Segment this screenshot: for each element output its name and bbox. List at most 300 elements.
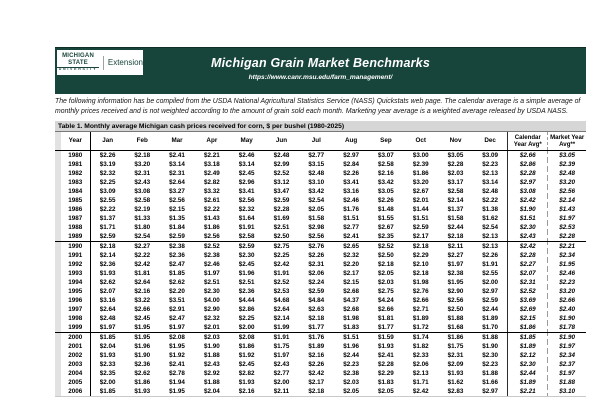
price-cell: $2.04	[194, 387, 229, 397]
price-cell: $1.89	[473, 314, 508, 323]
market-avg-cell: $2.23	[559, 279, 576, 286]
calendar-avg-cell: $2.66	[508, 151, 548, 161]
price-cell: $2.05	[378, 270, 394, 277]
price-cell: $2.68	[343, 306, 359, 313]
price-cell: $2.46	[343, 197, 359, 204]
market-avg-cell: $2.56	[559, 188, 576, 195]
market-avg-cell: $2.53	[559, 224, 576, 231]
price-cell: $3.41	[343, 179, 359, 186]
price-cell: $2.33	[412, 352, 429, 359]
price-cell: $2.54	[473, 223, 508, 232]
table-row	[55, 378, 586, 387]
price-cell: $1.93	[238, 379, 255, 386]
table-row	[55, 205, 586, 214]
price-cell: $1.51	[343, 215, 359, 222]
calendar-avg-cell: $2.30	[508, 223, 548, 232]
price-cell: $1.62	[447, 379, 464, 386]
price-cell: $2.18	[308, 315, 325, 322]
year-cell: 2003	[61, 360, 90, 369]
price-cell: $3.19	[99, 161, 116, 168]
price-cell: $1.91	[273, 270, 290, 277]
table-row	[55, 323, 586, 333]
price-cell: $2.05	[308, 206, 325, 213]
column-header: Sep	[369, 132, 404, 151]
price-cell: $2.86	[238, 306, 255, 313]
calendar-avg-cell: $2.52	[508, 287, 548, 296]
price-cell: $2.06	[308, 270, 325, 277]
price-cell: $2.43	[203, 361, 220, 368]
table-row	[55, 333, 586, 343]
market-avg-cell: $2.39	[559, 161, 576, 168]
price-cell: $2.29	[412, 252, 429, 259]
price-cell: $2.17	[343, 270, 359, 277]
calendar-avg-cell: $3.69	[508, 296, 548, 305]
calendar-avg-cell: $2.07	[508, 269, 548, 278]
price-cell: $2.48	[273, 152, 290, 159]
price-cell: $3.18	[203, 161, 220, 168]
price-cell: $3.51	[169, 297, 185, 304]
price-cell: $2.77	[343, 224, 359, 231]
price-cell: $2.36	[238, 288, 255, 295]
price-cell: $2.50	[447, 306, 464, 313]
price-cell: $2.27	[134, 243, 151, 250]
price-cell: $1.91	[238, 224, 255, 231]
table-row	[55, 387, 586, 397]
price-cell: $2.76	[412, 288, 429, 295]
calendar-avg-cell: $1.89	[508, 342, 548, 351]
price-cell: $2.47	[169, 315, 185, 322]
table-title: Table 1. Monthly average Michigan cash prices received for corn, $ per bushel (1980-2025)	[55, 121, 586, 132]
price-cell: $2.35	[369, 232, 404, 242]
calendar-avg-cell: $2.28	[508, 251, 548, 260]
price-cell: $2.56	[169, 197, 185, 204]
year-cell: 1991	[61, 251, 90, 260]
price-cell: $3.05	[447, 152, 464, 159]
price-cell: $3.32	[203, 188, 220, 195]
table-row	[55, 242, 586, 252]
price-cell: $2.11	[264, 387, 299, 397]
price-cell: $2.64	[134, 279, 151, 286]
corn-price-table	[55, 121, 586, 397]
price-cell: $2.62	[99, 279, 116, 286]
price-cell: $2.01	[194, 323, 229, 333]
price-cell: $2.58	[134, 197, 151, 204]
price-cell: $2.44	[447, 224, 464, 231]
price-cell: $1.96	[238, 270, 255, 277]
table-row	[55, 296, 586, 305]
price-cell: $1.77	[369, 323, 404, 333]
price-cell: $1.86	[134, 379, 151, 386]
price-cell: $1.55	[378, 215, 394, 222]
table-row	[55, 214, 586, 223]
price-cell: $1.69	[273, 215, 290, 222]
price-cell: $2.20	[169, 288, 185, 295]
price-cell: $2.90	[203, 306, 220, 313]
price-cell: $2.96	[238, 179, 255, 186]
price-cell: $3.16	[343, 188, 359, 195]
year-cell: 2004	[61, 369, 90, 378]
price-cell: $2.71	[412, 306, 429, 313]
price-cell: $2.32	[99, 170, 116, 177]
price-cell: $2.19	[134, 206, 151, 213]
price-cell: $2.62	[134, 370, 151, 377]
table-row	[55, 232, 586, 242]
price-cell: $1.51	[343, 334, 359, 341]
price-cell: $1.93	[99, 270, 116, 277]
market-avg-cell: $1.43	[559, 206, 576, 213]
price-cell: $1.81	[134, 270, 151, 277]
price-cell: $1.72	[403, 323, 438, 333]
price-cell: $1.75	[447, 343, 464, 350]
price-cell: $2.07	[99, 288, 116, 295]
price-cell: $2.41	[169, 361, 185, 368]
price-cell: $2.28	[378, 361, 394, 368]
market-avg-cell: $2.34	[559, 352, 576, 359]
price-cell: $2.22	[473, 196, 508, 205]
price-cell: $2.08	[238, 334, 255, 341]
price-cell: $2.51	[273, 224, 290, 231]
price-cell: $2.14	[447, 197, 464, 204]
price-cell: $2.63	[308, 306, 325, 313]
price-cell: $2.83	[438, 387, 473, 397]
calendar-avg-cell: $2.15	[508, 314, 548, 323]
price-cell: $2.43	[273, 361, 290, 368]
price-cell: $2.78	[169, 370, 185, 377]
price-cell: $1.96	[134, 343, 151, 350]
price-cell: $2.38	[169, 243, 185, 250]
price-cell: $2.59	[160, 232, 195, 242]
price-cell: $2.14	[273, 315, 290, 322]
price-cell: $2.90	[447, 288, 464, 295]
price-cell: $2.52	[378, 243, 394, 250]
price-cell: $2.59	[238, 243, 255, 250]
price-cell: $2.41	[378, 352, 394, 359]
price-cell: $2.42	[134, 261, 151, 268]
price-cell: $1.89	[412, 315, 429, 322]
market-avg-cell: $1.88	[559, 379, 576, 386]
logo-extension-label: Extension	[107, 58, 143, 67]
table-row	[55, 278, 586, 287]
column-header: Oct	[403, 132, 438, 151]
price-cell: $2.97	[473, 287, 508, 296]
price-cell: $3.20	[134, 161, 151, 168]
price-cell: $2.26	[308, 252, 325, 259]
price-cell: $1.88	[473, 369, 508, 378]
column-header: Nov	[438, 132, 473, 151]
price-cell: $1.86	[412, 170, 429, 177]
price-cell: $2.59	[308, 288, 325, 295]
price-cell: $2.31	[169, 170, 185, 177]
table-row	[55, 151, 586, 161]
price-cell: $2.64	[169, 179, 185, 186]
calendar-avg-cell: $2.42	[508, 242, 548, 252]
price-cell: $2.38	[447, 270, 464, 277]
price-cell: $1.82	[412, 343, 429, 350]
calendar-avg-cell: $2.21	[508, 387, 548, 397]
price-cell: $2.03	[378, 279, 394, 286]
price-cell: $1.59	[378, 334, 394, 341]
market-avg-cell: $1.97	[559, 370, 576, 377]
price-cell: $2.16	[308, 352, 325, 359]
price-cell: $2.50	[378, 252, 394, 259]
column-header: Market Year Avg**	[548, 132, 586, 151]
price-cell: $2.11	[447, 243, 464, 250]
price-cell: $1.35	[169, 215, 185, 222]
price-cell: $2.54	[125, 232, 160, 242]
price-cell: $3.42	[378, 179, 394, 186]
price-cell: $1.44	[412, 206, 429, 213]
price-cell: $2.32	[203, 315, 220, 322]
price-cell: $2.42	[403, 387, 438, 397]
calendar-avg-cell: $3.08	[508, 187, 548, 196]
price-cell: $2.65	[343, 243, 359, 250]
year-cell: 1995	[61, 287, 90, 296]
price-cell: $1.88	[203, 379, 220, 386]
price-cell: $1.98	[412, 279, 429, 286]
price-cell: $3.42	[308, 188, 325, 195]
price-cell: $2.30	[203, 288, 220, 295]
price-cell: $1.88	[473, 333, 508, 343]
price-cell: $2.45	[238, 170, 255, 177]
price-cell: $2.00	[273, 379, 290, 386]
price-cell: $1.92	[238, 352, 255, 359]
price-cell: $2.26	[473, 251, 508, 260]
calendar-avg-cell: $2.42	[508, 196, 548, 205]
price-cell: $2.45	[134, 315, 151, 322]
price-cell: $3.15	[308, 161, 325, 168]
year-cell: 1990	[61, 242, 90, 252]
price-cell: $1.90	[134, 352, 151, 359]
page-title: Michigan Grain Market Benchmarks	[211, 56, 430, 70]
calendar-avg-cell: $1.86	[508, 323, 548, 333]
price-cell: $1.83	[378, 379, 394, 386]
price-cell: $2.41	[334, 232, 369, 242]
price-cell: $3.00	[412, 152, 429, 159]
price-cell: $2.16	[378, 170, 394, 177]
price-cell: $3.14	[169, 161, 185, 168]
price-cell: $1.58	[308, 215, 325, 222]
price-cell: $2.59	[473, 296, 508, 305]
column-header: Aug	[334, 132, 369, 151]
price-cell: $4.00	[203, 297, 220, 304]
price-cell: $2.08	[169, 334, 185, 341]
price-cell: $3.05	[378, 188, 394, 195]
price-cell: $2.48	[308, 170, 325, 177]
logo-divider	[103, 56, 104, 70]
price-cell: $2.26	[378, 197, 394, 204]
calendar-avg-cell: $2.30	[508, 360, 548, 369]
price-cell: $2.52	[203, 243, 220, 250]
price-cell: $1.51	[412, 215, 429, 222]
price-cell: $2.76	[308, 243, 325, 250]
price-cell: $2.18	[299, 387, 334, 397]
website-link[interactable]: https://www.canr.msu.edu/farm_management/	[248, 74, 393, 81]
price-cell: $2.18	[134, 152, 151, 159]
msu-extension-logo	[57, 50, 143, 75]
price-cell: $2.39	[412, 161, 429, 168]
price-cell: $2.25	[99, 179, 116, 186]
table-row	[55, 260, 586, 269]
price-table-head	[55, 132, 586, 151]
price-cell: $1.97	[203, 270, 220, 277]
price-cell: $2.84	[343, 161, 359, 168]
price-cell: $2.17	[403, 232, 438, 242]
price-cell: $1.83	[334, 323, 369, 333]
market-avg-cell: $2.40	[559, 306, 576, 313]
price-cell: $1.85	[90, 387, 125, 397]
price-cell: $2.48	[99, 315, 116, 322]
price-cell: $2.15	[343, 279, 359, 286]
price-cell: $2.16	[229, 387, 264, 397]
price-cell: $1.62	[473, 214, 508, 223]
table-row	[55, 196, 586, 205]
price-cell: $2.17	[308, 379, 325, 386]
price-cell: $3.09	[473, 151, 508, 161]
price-cell: $2.23	[473, 160, 508, 169]
price-cell: $2.75	[273, 243, 290, 250]
price-cell: $2.03	[447, 170, 464, 177]
price-cell: $2.28	[447, 161, 464, 168]
price-cell: $2.31	[447, 352, 464, 359]
price-cell: $2.26	[343, 170, 359, 177]
price-cell: $2.82	[238, 370, 255, 377]
price-cell: $2.33	[99, 361, 116, 368]
column-header: Mar	[160, 132, 195, 151]
column-header: May	[229, 132, 264, 151]
price-cell: $2.77	[273, 370, 290, 377]
column-header: Apr	[194, 132, 229, 151]
year-cell: 1982	[61, 169, 90, 178]
price-cell: $1.71	[412, 379, 429, 386]
year-cell: 2001	[61, 342, 90, 351]
year-cell: 1994	[61, 278, 90, 287]
year-cell: 2002	[61, 351, 90, 360]
market-avg-cell: $2.37	[559, 361, 576, 368]
price-cell: $2.98	[308, 224, 325, 231]
price-cell: $2.62	[169, 279, 185, 286]
market-avg-cell: $1.95	[559, 261, 576, 268]
price-cell: $2.97	[473, 387, 508, 397]
price-cell: $2.44	[473, 305, 508, 314]
price-cell: $2.55	[473, 269, 508, 278]
price-cell: $1.43	[203, 215, 220, 222]
market-avg-cell: $2.66	[559, 297, 576, 304]
price-cell: $1.97	[447, 261, 464, 268]
table-row	[55, 360, 586, 369]
column-header: Feb	[125, 132, 160, 151]
calendar-avg-cell: $1.90	[508, 205, 548, 214]
calendar-avg-cell: $2.86	[508, 160, 548, 169]
price-cell: $1.33	[134, 215, 151, 222]
table-row	[55, 187, 586, 196]
price-cell: $2.23	[473, 360, 508, 369]
price-cell: $4.37	[343, 297, 359, 304]
price-cell: $2.66	[134, 306, 151, 313]
price-cell: $2.52	[273, 170, 290, 177]
price-cell: $2.64	[273, 306, 290, 313]
header-row	[55, 132, 586, 151]
year-cell: 1998	[61, 314, 90, 323]
intro-paragraph: The following information has be compiled from the USDA National Agricultural Statistics Service (NASS) Quickstats web page. The calendar average is a simple average of monthly prices received and is not weighted according to the amount of grain sold each month. Marketing year average is a weighted average released by USDA NASS.	[55, 98, 581, 116]
price-cell: $1.68	[438, 323, 473, 333]
market-avg-cell: $1.78	[548, 323, 586, 333]
price-cell: $2.25	[273, 252, 290, 259]
price-cell: $2.01	[412, 197, 429, 204]
price-cell: $2.58	[447, 188, 464, 195]
market-avg-cell: $1.90	[559, 315, 576, 322]
price-cell: $3.14	[473, 178, 508, 187]
year-cell: 1984	[61, 187, 90, 196]
price-cell: $2.56	[194, 232, 229, 242]
calendar-avg-cell: $2.28	[508, 169, 548, 178]
price-cell: $1.64	[238, 215, 255, 222]
price-cell: $3.20	[412, 179, 429, 186]
price-cell: $1.86	[447, 334, 464, 341]
price-cell: $2.45	[238, 361, 255, 368]
price-cell: $1.76	[308, 334, 325, 341]
market-avg-cell: $2.48	[559, 170, 576, 177]
price-cell: $2.46	[238, 152, 255, 159]
market-avg-cell: $3.05	[559, 152, 576, 159]
price-cell: $1.86	[203, 224, 220, 231]
price-cell: $2.59	[273, 197, 290, 204]
price-cell: $2.18	[412, 270, 429, 277]
price-cell: $1.66	[473, 378, 508, 387]
price-cell: $2.30	[238, 252, 255, 259]
price-cell: $2.18	[438, 232, 473, 242]
year-cell: 1997	[61, 305, 90, 314]
price-cell: $2.13	[473, 232, 508, 242]
price-cell: $2.55	[99, 197, 116, 204]
price-cell: $2.22	[134, 252, 151, 259]
year-cell: 1985	[61, 196, 90, 205]
market-avg-cell: $2.28	[548, 232, 586, 242]
price-cell: $1.97	[90, 323, 125, 333]
year-cell: 1986	[61, 205, 90, 214]
price-cell: $4.24	[378, 297, 394, 304]
price-cell: $2.50	[264, 232, 299, 242]
table-row	[55, 223, 586, 232]
price-cell: $1.97	[273, 352, 290, 359]
price-cell: $2.27	[447, 252, 464, 259]
price-cell: $1.94	[169, 379, 185, 386]
price-cell: $1.58	[447, 215, 464, 222]
price-cell: $2.00	[473, 278, 508, 287]
price-cell: $2.00	[229, 323, 264, 333]
price-cell: $2.46	[203, 261, 220, 268]
price-cell: $2.56	[238, 197, 255, 204]
price-cell: $1.74	[412, 334, 429, 341]
price-cell: $1.89	[308, 343, 325, 350]
column-header: Year	[61, 132, 90, 151]
market-avg-cell: $3.20	[559, 179, 576, 186]
price-cell: $1.96	[343, 343, 359, 350]
price-cell: $1.85	[169, 270, 185, 277]
price-cell: $2.14	[99, 252, 116, 259]
price-cell: $1.95	[169, 343, 185, 350]
price-cell: $2.25	[238, 315, 255, 322]
table-row	[55, 269, 586, 278]
price-cell: $2.18	[378, 261, 394, 268]
price-cell: $2.58	[378, 161, 394, 168]
table-row	[55, 314, 586, 323]
market-avg-cell: $1.97	[559, 215, 576, 222]
price-cell: $2.05	[369, 387, 404, 397]
year-cell: 1999	[61, 323, 90, 333]
price-cell: $2.10	[412, 261, 429, 268]
price-cell: $2.48	[473, 187, 508, 196]
market-avg-cell: $3.10	[548, 387, 586, 397]
